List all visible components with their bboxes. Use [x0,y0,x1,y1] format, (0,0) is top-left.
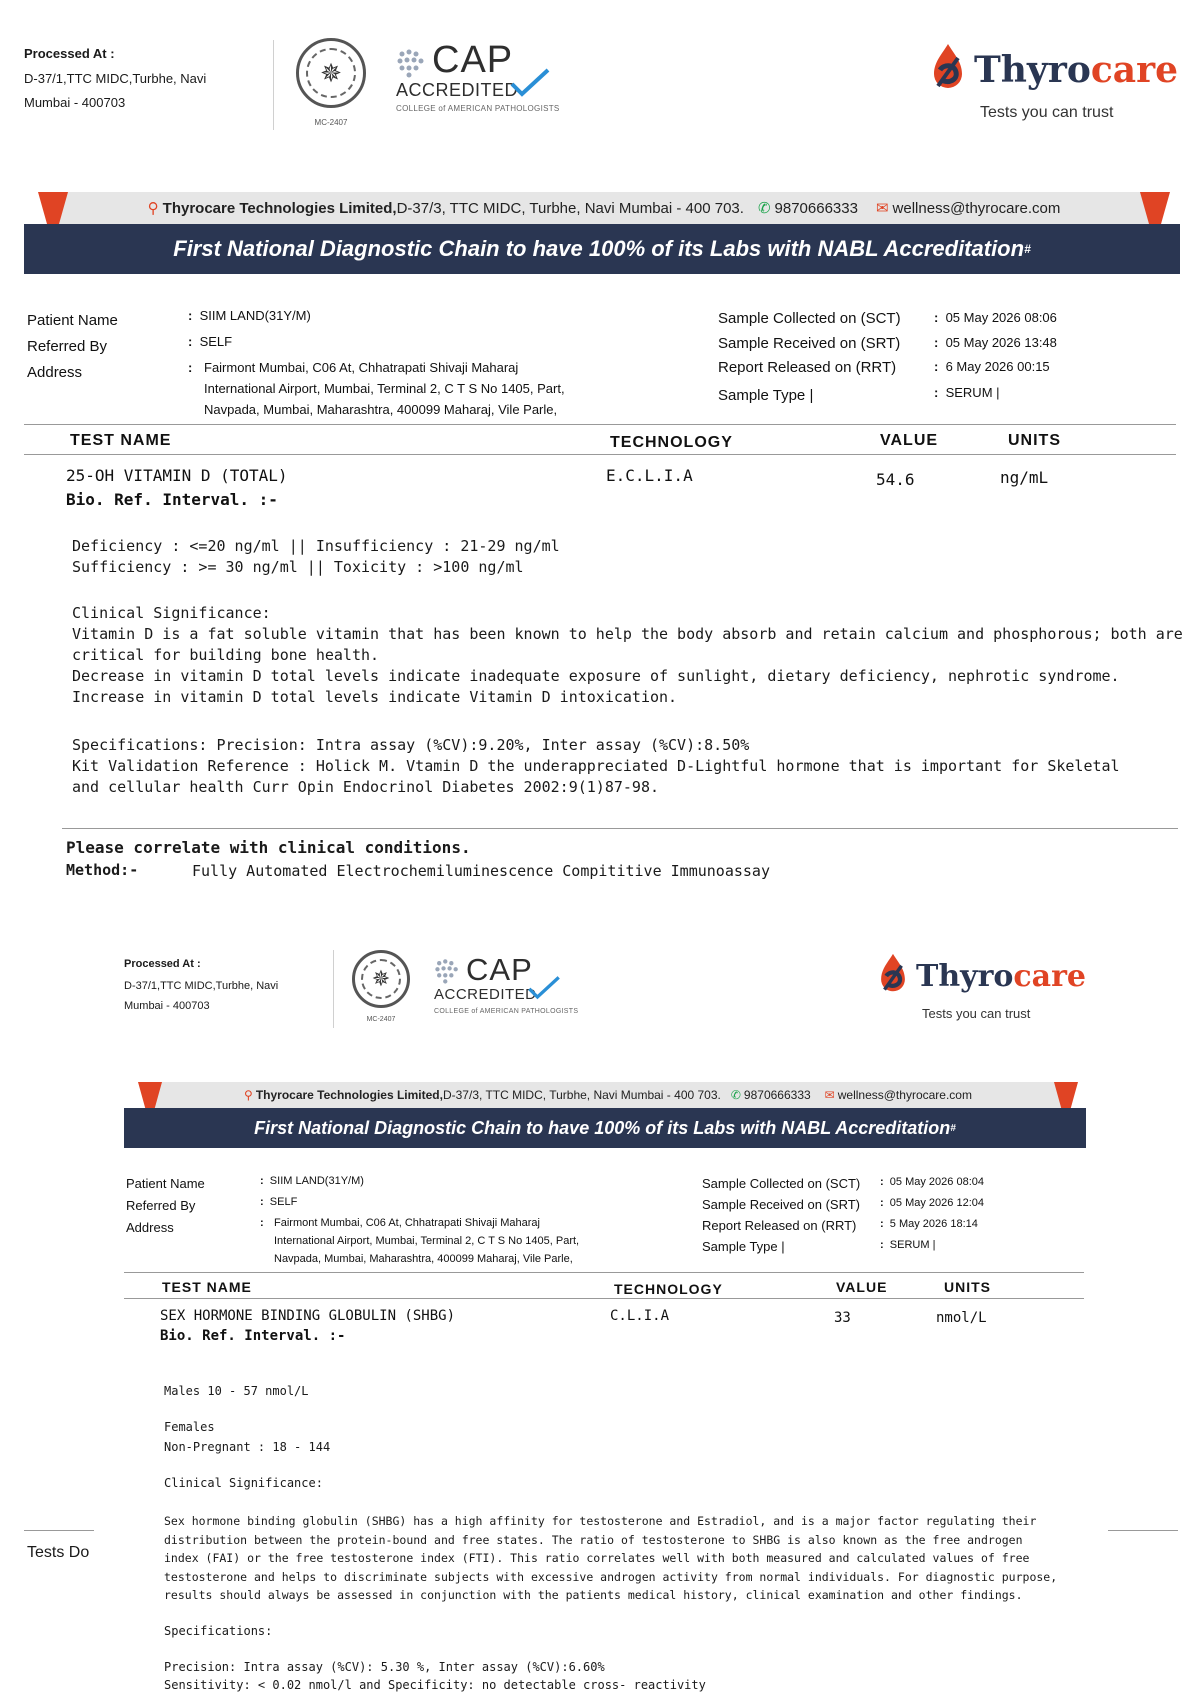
sct-label-2: Sample Collected on (SCT) [702,1176,861,1191]
non-pregnant-range: Non-Pregnant : 18 - 144 [164,1440,331,1454]
seal-code-2: MC-2407 [366,1016,396,1023]
table-top-rule-2 [124,1272,1084,1273]
banner-phone: 9870666333 [774,199,858,217]
cap-word-2: CAP [466,952,533,987]
cap-accredited-2: ACCREDITED [434,986,537,1003]
brand-care: care [1090,49,1178,91]
clinical-line-1: Vitamin D is a fat soluble vitamin that has been known to help the body absorb and retain calcium and phosphorous; both are [72,625,1183,643]
specs-label-2: Specifications: [164,1624,273,1638]
sample-type-text-2: SERUM | [889,1239,936,1251]
rrt-label-2: Report Released on (RRT) [702,1218,857,1233]
footer-rule [62,828,1178,829]
processed-at-label-2: Processed At : [124,958,201,970]
whatsapp-icon: ✆ [757,200,771,217]
referred-by-label-2: Referred By [126,1198,196,1213]
nabl-banner-mark: # [1024,242,1031,256]
clinical-line-4: Increase in vitamin D total levels indicate Vitamin D intoxication. [72,688,678,706]
thyrocare-logo-icon [928,42,968,98]
patient-name-label: Patient Name [27,312,118,329]
banner-email-2: wellness@thyrocare.com [837,1088,972,1102]
clinical-significance [72,603,1183,708]
test-name-2: SEX HORMONE BINDING GLOBULIN (SHBG) [160,1308,456,1324]
tagline-2: Tests you can trust [922,1006,1031,1021]
rrt-text: 6 May 2026 00:15 [945,359,1050,374]
sample-type-value: : SERUM | [934,385,1000,400]
brand-care-2: care [1013,959,1086,994]
thyrocare-brand [974,50,1178,90]
address-banner-2 [148,1082,1068,1108]
thyrocare-brand-2 [916,960,1086,994]
bio-ref-label-2: Bio. Ref. Interval. :- [160,1328,346,1344]
banner-company-2: Thyrocare Technologies Limited, [255,1088,443,1102]
nabl-banner-text-2: First National Diagnostic Chain to have 100% of its Labs with NABL Accreditation [254,1117,951,1138]
address-line-2: International Airport, Mumbai, Terminal 2, C T S No 1405, Part, [204,381,565,396]
seal-code: MC-2407 [314,118,348,127]
referred-by-text: SELF [199,334,233,349]
clinical2-line-4: testosterone and helps to discriminate subjects with excessive androgen activity from normal individuals. For diagnostic purpose, [164,1569,1058,1584]
sample-type-text: SERUM | [945,385,1000,400]
specifications [72,735,1120,798]
test-units-2: nmol/L [936,1310,987,1326]
srt-value-2: : 05 May 2026 12:04 [880,1197,984,1209]
cap-accredited: ACCREDITED [396,80,519,100]
address-label: Address [27,364,83,381]
range-line-1: Deficiency : <=20 ng/ml || Insufficiency : 21-29 ng/ml [72,537,560,555]
banner-address-2: D-37/3, TTC MIDC, Turbhe, Navi Mumbai - 400 703. [442,1088,721,1102]
th-test-name-2: TEST NAME [162,1279,252,1295]
rrt-value-2: : 5 May 2026 18:14 [880,1218,978,1230]
tagline: Tests you can trust [980,104,1114,121]
banner-phone-2: 9870666333 [743,1088,811,1102]
processed-at-line-2: Mumbai - 400703 [24,95,126,110]
mail-icon-2: ✉ [824,1088,835,1102]
srt-label-2: Sample Received on (SRT) [702,1197,860,1212]
nabl-seal-icon-2: ✵ [352,950,410,1008]
test-technology-2: C.L.I.A [610,1308,670,1324]
cap-word: CAP [432,39,514,81]
th-technology-2: TECHNOLOGY [614,1281,723,1297]
spec2-line-2: Sensitivity: < 0.02 nmol/l and Specificity: no detectable cross- reactivity [164,1678,706,1692]
processed-at-line-1: D-37/1,TTC MIDC,Turbhe, Navi [24,71,207,86]
sct-text: 05 May 2026 08:06 [945,310,1057,325]
cap-globe-icon-2 [434,958,460,984]
thyrocare-logo-icon-2 [876,952,910,1000]
address-value: : [188,360,193,375]
nabl-seal-icon: ✵ [296,38,366,108]
sample-type-value-2: : SERUM | [880,1239,936,1251]
whatsapp-icon-2: ✆ [730,1088,741,1102]
reference-ranges [72,536,560,578]
sct-value-2: : 05 May 2026 08:04 [880,1176,984,1188]
clinical-label-2: Clinical Significance: [164,1476,323,1490]
cap-college: COLLEGE of AMERICAN PATHOLOGISTS [396,104,560,113]
address-line-3-2: Navpada, Mumbai, Maharashtra, 400099 Maharaj, Vile Parle, [274,1253,573,1265]
processed-at-line-2-2: Mumbai - 400703 [124,1000,210,1012]
referred-by-value-2: : SELF [260,1196,298,1208]
th-technology: TECHNOLOGY [610,434,733,451]
address-label-2: Address [126,1220,174,1235]
sample-type-label-2: Sample Type | [702,1239,785,1254]
processed-at-line-1-2: D-37/1,TTC MIDC,Turbhe, Navi [124,980,279,992]
table-header-rule-2 [124,1298,1084,1299]
brand-thyro: Thyro [974,49,1091,91]
nabl-banner-text: First National Diagnostic Chain to have 100% of its Labs with NABL Accreditation [173,236,1025,261]
patient-name-label-2: Patient Name [126,1176,205,1191]
spec2-line-1: Precision: Intra assay (%CV): 5.30 %, Inter assay (%CV):6.60% [164,1660,605,1674]
referred-by-label: Referred By [27,338,108,355]
address-value-2: : [260,1217,264,1229]
header-divider [273,40,274,130]
referred-by-value: : SELF [188,334,233,349]
side-rule-left [24,1530,94,1531]
address-line-1-2: Fairmont Mumbai, C06 At, Chhatrapati Shivaji Maharaj [274,1217,540,1229]
banner-address: D-37/3, TTC MIDC, Turbhe, Navi Mumbai - 400 703. [396,199,744,217]
location-pin-icon: ⚲ [147,200,159,217]
table-header-rule [24,454,1176,455]
test-value: 54.6 [876,470,915,489]
test-units: ng/mL [1000,468,1049,487]
sample-type-label: Sample Type | [718,387,814,404]
males-range: Males 10 - 57 nmol/L [164,1384,309,1398]
range-line-2: Sufficiency : >= 30 ng/ml || Toxicity : >100 ng/ml [72,558,524,576]
patient-name-value: : SIIM LAND(31Y/M) [188,308,311,323]
table-top-rule [24,424,1176,425]
srt-text: 05 May 2026 13:48 [945,335,1057,350]
srt-label: Sample Received on (SRT) [718,335,901,352]
rrt-text-2: 5 May 2026 18:14 [889,1218,978,1230]
referred-by-text-2: SELF [269,1196,298,1208]
clinical-significance-2 [164,1512,1057,1605]
spec-line-2: Kit Validation Reference : Holick M. Vtamin D the underappreciated D-Lightful hormone that is important for Skeletal [72,757,1120,775]
patient-name-text: SIIM LAND(31Y/M) [199,308,311,323]
srt-text-2: 05 May 2026 12:04 [889,1197,984,1209]
rrt-value: : 6 May 2026 00:15 [934,359,1050,374]
test-technology: E.C.L.I.A [606,466,693,485]
th-units: UNITS [1008,432,1061,449]
processed-at-label: Processed At : [24,46,115,61]
address-line-2-2: International Airport, Mumbai, Terminal 2, C T S No 1405, Part, [274,1235,580,1247]
sct-text-2: 05 May 2026 08:04 [889,1176,984,1188]
mail-icon: ✉ [875,200,889,217]
th-units-2: UNITS [944,1279,991,1295]
rrt-label: Report Released on (RRT) [718,359,897,376]
clinical2-line-3: index (FAI) or the free testosterone index (FTI). This ratio correlates well with both measured and calculated values of free [164,1551,1030,1565]
clinical2-line-5: results should always be assessed in conjunction with the patients medical history, clinical examination and other findings. [164,1588,1023,1602]
method-value: Fully Automated Electrochemiluminescence Compititive Immunoassay [192,862,770,880]
method-label: Method:- [66,861,139,879]
clinical2-line-1: Sex hormone binding globulin (SHBG) has a high affinity for testosterone and Estradiol, and is a major factor regulating their [164,1514,1037,1528]
th-value-2: VALUE [836,1279,888,1295]
address-banner [48,192,1160,224]
spec-line-3: and cellular health Curr Opin Endocrinol Diabetes 2002:9(1)87-98. [72,778,659,796]
test-name: 25-OH VITAMIN D (TOTAL) [66,466,288,485]
banner-company: Thyrocare Technologies Limited, [162,199,397,217]
females-label: Females [164,1420,215,1434]
nabl-banner [24,224,1180,274]
clinical-label: Clinical Significance: [72,604,271,622]
th-value: VALUE [880,432,939,449]
patient-name-value-2: : SIIM LAND(31Y/M) [260,1175,364,1187]
sct-value: : 05 May 2026 08:06 [934,310,1057,325]
location-pin-icon-2: ⚲ [244,1088,253,1102]
clinical-line-2: critical for building bone health. [72,646,380,664]
nabl-banner-2 [124,1108,1086,1148]
clinical-line-3: Decrease in vitamin D total levels indicate inadequate exposure of sunlight, dietary deficiency, nephrotic syndrome. [72,667,1120,685]
test-value-2: 33 [834,1310,851,1326]
clinical2-line-2: distribution between the protein-bound and free states. The ratio of testosterone to SHBG is also known as the free androgen [164,1532,1023,1547]
brand-thyro-2: Thyro [916,959,1014,994]
cap-globe-icon [396,48,426,78]
address-line-3: Navpada, Mumbai, Maharashtra, 400099 Maharaj, Vile Parle, [204,402,558,417]
patient-name-text-2: SIIM LAND(31Y/M) [269,1175,364,1187]
correlate-note: Please correlate with clinical conditions. [66,838,471,857]
nabl-banner-mark-2: # [950,1122,956,1134]
checkmark-icon [508,66,552,100]
checkmark-icon-2 [526,974,562,1002]
spec-line-1: Specifications: Precision: Intra assay (%CV):9.20%, Inter assay (%CV):8.50% [72,736,750,754]
cap-college-2: COLLEGE of AMERICAN PATHOLOGISTS [434,1008,579,1015]
banner-email: wellness@thyrocare.com [892,199,1061,217]
bio-ref-label: Bio. Ref. Interval. :- [66,490,278,509]
address-line-1: Fairmont Mumbai, C06 At, Chhatrapati Shivaji Maharaj [204,360,519,375]
header-divider-2 [333,950,334,1028]
sct-label: Sample Collected on (SCT) [718,310,901,327]
srt-value: : 05 May 2026 13:48 [934,335,1057,350]
side-label: Tests Do [27,1544,90,1561]
side-rule-right [1108,1530,1178,1531]
th-test-name: TEST NAME [70,432,172,449]
